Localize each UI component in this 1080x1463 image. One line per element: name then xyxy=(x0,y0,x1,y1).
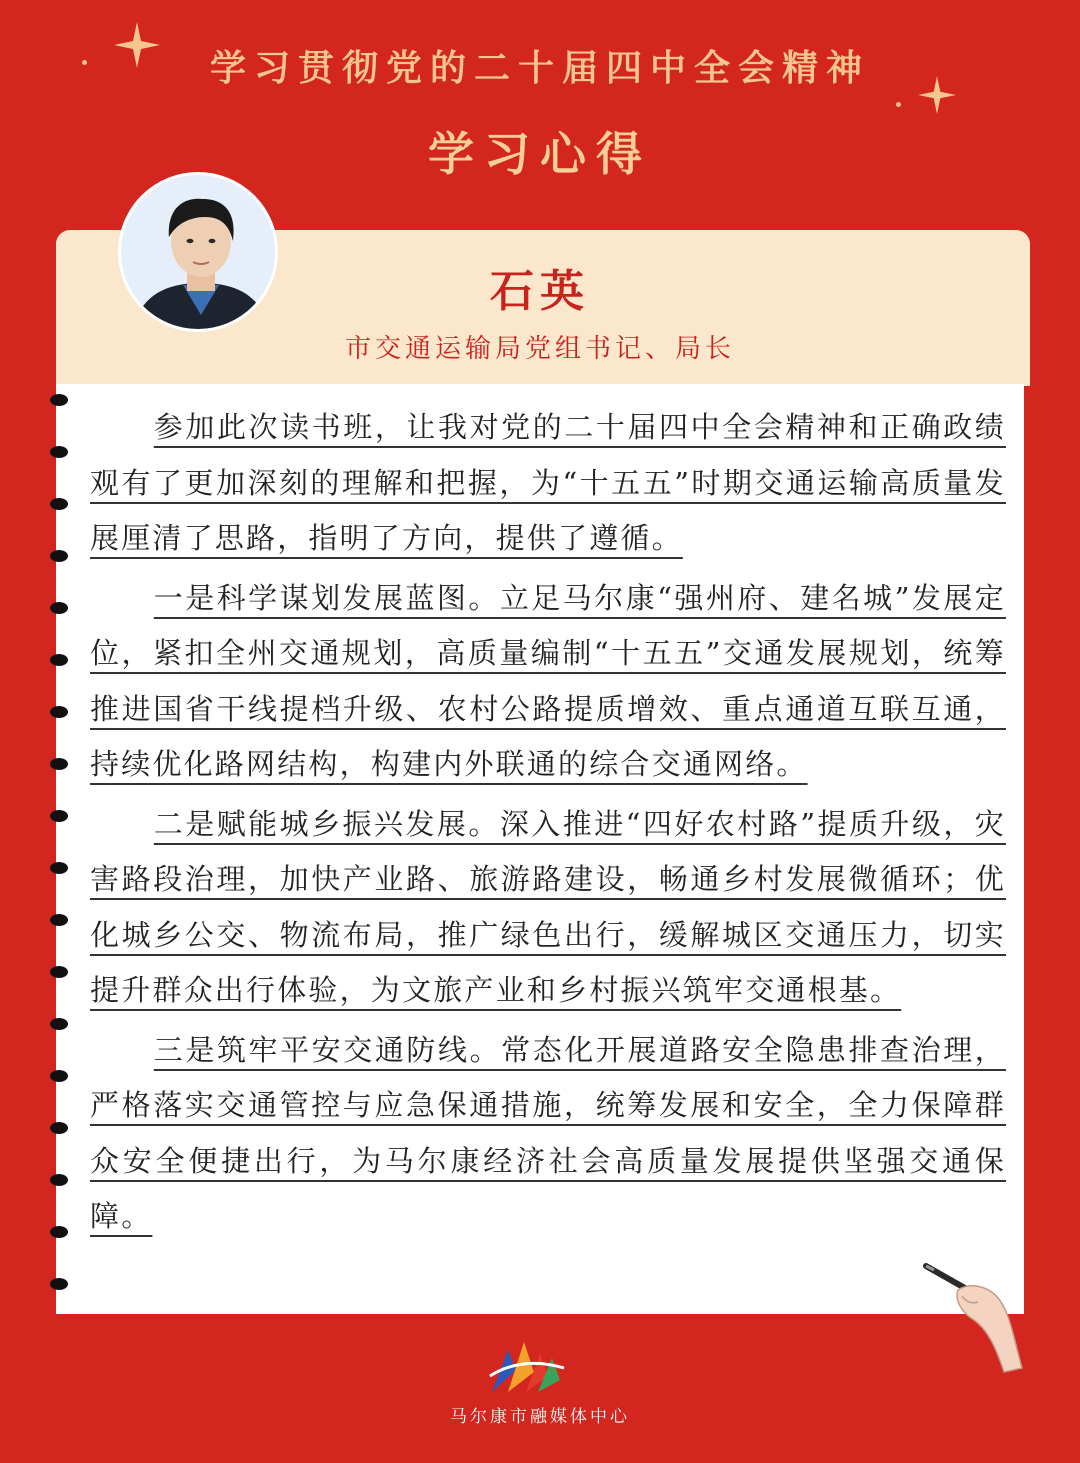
binding-ring xyxy=(50,810,68,822)
paragraph-one: 一是科学谋划发展蓝图。立足马尔康“强州府、建名城”发展定位，紧扣全州交通规划，高质量编制“十五五”交通发展规划，统筹推进国省干线提档升级、农村公路提质增效、重点通道互联互通，持续优化路网结构，构建内外联通的综合交通网络。 xyxy=(90,580,1006,781)
binding-ring xyxy=(50,1018,68,1030)
binding-ring xyxy=(50,706,68,718)
binding-ring xyxy=(50,1070,68,1082)
binding-ring xyxy=(50,758,68,770)
paragraph-two: 二是赋能城乡振兴发展。深入推进“四好农村路”提质升级，灾害路段治理，加快产业路、旅游路建设，畅通乡村发展微循环；优化城乡公交、物流布局，推广绿色出行，缓解城区交通压力，切实提升群众出行体验，为文旅产业和乡村振兴筑牢交通根基。 xyxy=(90,806,1006,1007)
binding-ring xyxy=(50,550,68,562)
sparkle-dot xyxy=(896,102,901,107)
page-subtitle: 学习心得 xyxy=(428,127,652,181)
binding-ring xyxy=(50,1278,68,1290)
author-role: 市交通运输局党组书记、局长 xyxy=(344,334,735,364)
paragraph-three: 三是筑牢平安交通防线。常态化开展道路安全隐患排查治理，严格落实交通管控与应急保通措施，统筹发展和安全，全力保障群众安全便捷出行，为马尔康经济社会高质量发展提供坚强交通保障。 xyxy=(90,1032,1006,1233)
footer-organization: 马尔康市融媒体中心 xyxy=(450,1407,630,1427)
page-title: 学习贯彻党的二十届四中全会精神 xyxy=(209,48,870,89)
article-body xyxy=(90,400,1006,1249)
binding-ring xyxy=(50,498,68,510)
binding-ring xyxy=(50,1226,68,1238)
binding-ring xyxy=(50,966,68,978)
binding-ring xyxy=(50,914,68,926)
media-center-logo-icon xyxy=(486,1336,566,1394)
binding-ring xyxy=(50,394,68,406)
author-name: 石英 xyxy=(490,266,590,317)
binding-ring xyxy=(50,654,68,666)
binding-ring xyxy=(50,1174,68,1186)
pen-hand-icon xyxy=(918,1256,1028,1376)
binding-ring xyxy=(50,602,68,614)
binding-ring xyxy=(50,1122,68,1134)
binding-ring xyxy=(50,446,68,458)
paragraph-intro: 参加此次读书班，让我对党的二十届四中全会精神和正确政绩观有了更加深刻的理解和把握，为“十五五”时期交通运输高质量发展厘清了思路，指明了方向，提供了遵循。 xyxy=(90,410,1006,555)
binding-ring xyxy=(50,862,68,874)
